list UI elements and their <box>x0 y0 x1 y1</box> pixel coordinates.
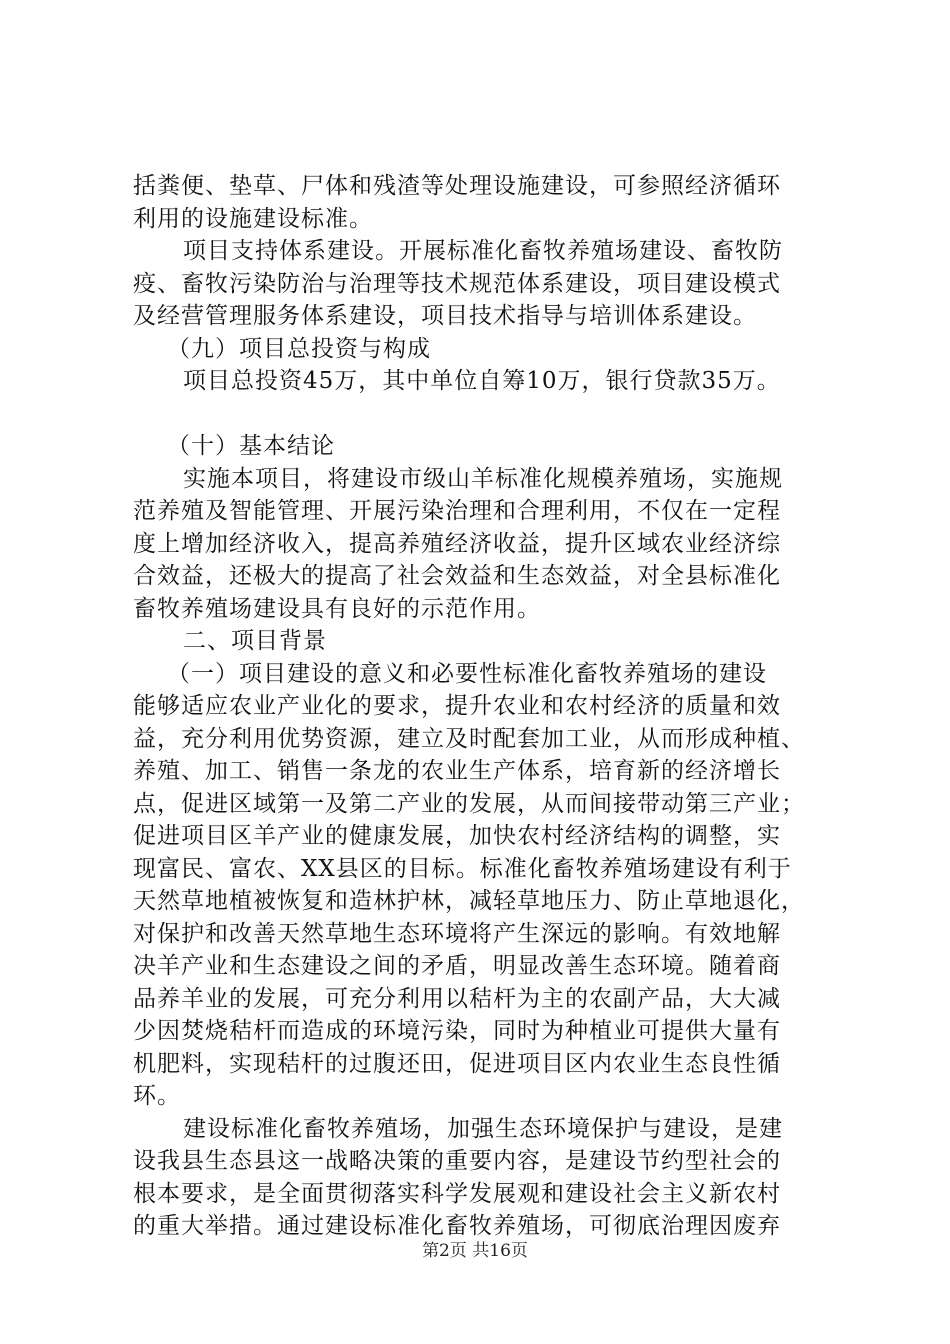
text-line: 括粪便、垫草、尸体和残渣等处理设施建设，可参照经济循环 <box>133 173 781 199</box>
text-line: 能够适应农业产业化的要求，提升农业和农村经济的质量和效 <box>133 693 781 719</box>
text-line: 点，促进区域第一及第二产业的发展，从而间接带动第三产业； <box>133 790 805 817</box>
text-line: 及经营管理服务体系建设，项目技术指导与培训体系建设。 <box>133 303 757 329</box>
text-line: 设我县生态县这一战略决策的重要内容，是建设节约型社会的 <box>133 1148 781 1174</box>
text-line: 度上增加经济收入，提高养殖经济收益，提升区域农业经济综 <box>133 530 781 557</box>
text-line: 品养羊业的发展，可充分利用以秸杆为主的农副产品，大大减 <box>133 985 781 1012</box>
text-line: 的重大举措。通过建设标准化畜牧养殖场，可彻底治理因废弃 <box>133 1213 781 1239</box>
text-line: 少因焚烧秸杆而造成的环境污染，同时为种植业可提供大量有 <box>133 1018 781 1044</box>
document-body <box>133 170 833 1243</box>
text-line: 范养殖及智能管理、开展污染治理和合理利用，不仅在一定程 <box>133 498 781 524</box>
text-line: 现富民、富农、XX县区的目标。标准化畜牧养殖场建设有利于 <box>133 855 792 882</box>
text-line: 益，充分利用优势资源，建立及时配套加工业，从而形成种植、 <box>133 725 805 752</box>
text-line: 对保护和改善天然草地生态环境将产生深远的影响。有效地解 <box>133 920 781 947</box>
section-heading: （十）基本结论 <box>167 433 335 459</box>
paragraph-start: 项目支持体系建设。开展标准化畜牧养殖场建设、畜牧防 <box>183 238 783 264</box>
page-number-footer: 第2页 共16页 <box>422 1241 528 1261</box>
paragraph-start: 建设标准化畜牧养殖场，加强生态环境保护与建设，是建 <box>183 1115 783 1142</box>
text-line: 环。 <box>133 1083 181 1109</box>
text-line: 促进项目区羊产业的健康发展，加快农村经济结构的调整，实 <box>133 823 781 849</box>
paragraph-start: 项目总投资45万，其中单位自筹10万，银行贷款35万。 <box>183 368 781 394</box>
text-line: 机肥料，实现秸杆的过腹还田，促进项目区内农业生态良性循 <box>133 1050 781 1077</box>
text-line: 天然草地植被恢复和造林护林，减轻草地压力、防止草地退化， <box>133 888 805 914</box>
text-line: 利用的设施建设标准。 <box>133 205 373 232</box>
section-heading: 二、项目背景 <box>183 628 327 654</box>
text-line: 合效益，还极大的提高了社会效益和生态效益，对全县标准化 <box>133 563 781 589</box>
paragraph-start: （一）项目建设的意义和必要性标准化畜牧养殖场的建设 <box>167 660 767 687</box>
blank-line <box>133 398 833 431</box>
text-line: 决羊产业和生态建设之间的矛盾，明显改善生态环境。随着商 <box>133 953 781 979</box>
text-line: 养殖、加工、销售一条龙的农业生产体系，培育新的经济增长 <box>133 758 781 784</box>
text-line: 根本要求，是全面贯彻落实科学发展观和建设社会主义新农村 <box>133 1180 781 1207</box>
paragraph-start: 实施本项目，将建设市级山羊标准化规模养殖场，实施规 <box>183 465 783 492</box>
text-line: 疫、畜牧污染防治与治理等技术规范体系建设，项目建设模式 <box>133 270 781 297</box>
section-heading: （九）项目总投资与构成 <box>167 335 431 362</box>
text-line: 畜牧养殖场建设具有良好的示范作用。 <box>133 595 541 622</box>
